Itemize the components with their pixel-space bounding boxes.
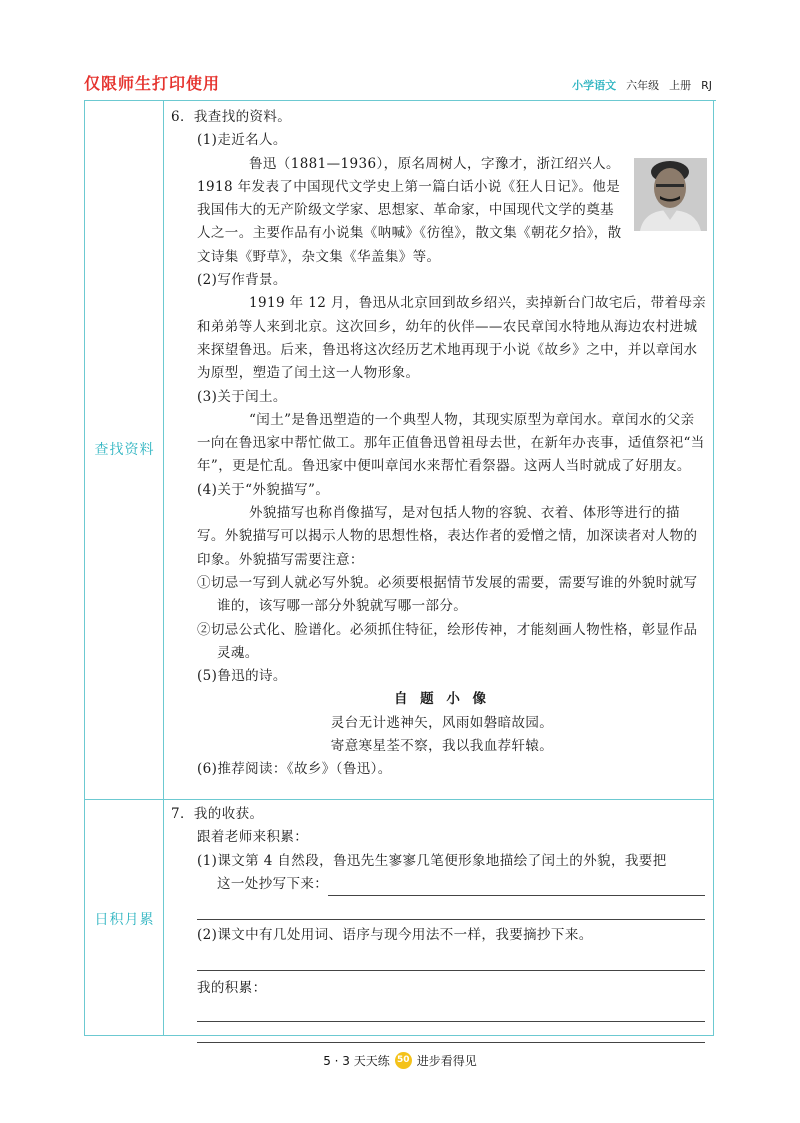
section-divider — [85, 799, 713, 800]
subsection-3-text: “闰土”是鲁迅塑造的一个典型人物，其现实原型为章闰水。章闰水的父亲一向在鲁迅家中帮忙做工。那年正值鲁迅曾祖母去世，在新年办丧事，适值祭祀“当年”，更是忙乱。鲁迅家中便叫章闰水来帮忙看祭器。这两人当时就成了好朋友。 — [197, 411, 705, 475]
section-label-research: 查找资料 — [94, 442, 155, 458]
page-number-badge: 50 — [395, 1052, 412, 1069]
subsection-6-text: (6)推荐阅读：《故乡》（鲁迅）。 — [197, 761, 392, 778]
subsection-4-title: (4)关于“外貌描写”。 — [197, 481, 330, 498]
book-info — [572, 77, 712, 93]
question-7-part-1: (1)课文第 4 自然段，鲁迅先生寥寥几笔便形象地描绘了闰土的外貌，我要把 — [197, 852, 667, 869]
print-watermark: 仅限师生打印使用 — [84, 74, 221, 93]
subsection-4-point-2: ②切忌公式化、脸谱化。必须抓住特征，绘形传神，才能刻画人物性格，彰显作品灵魂。 — [197, 621, 698, 661]
question-6-title: 6．我查找的资料。 — [171, 109, 292, 125]
answer-line-4[interactable] — [197, 1001, 705, 1022]
answer-line-2[interactable] — [197, 896, 705, 920]
subsection-1-intro: 鲁迅（1881—1936），原名周树人，字豫才，浙江绍兴人。 — [249, 155, 620, 172]
poem-title: 自 题 小 像 — [393, 691, 491, 708]
subsection-2-text: 1919 年 12 月，鲁迅从北京回到故乡绍兴，卖掉新台门故宅后，带着母亲和弟弟等人来到北京。这次回乡，幼年的伙伴——农民章闰水特地从海边农村进城来探望鲁迅。后来，鲁迅将这次经历艺术地再现于小说《故乡》之中，并以章闰水为原型，塑造了闰土这一人物形象。 — [197, 295, 707, 382]
footer-brand: 5 · 3 天天练 — [323, 1054, 390, 1068]
question-7-part-2: (2)课文中有几处用词、语序与现今用法不一样，我要摘抄下来。 — [197, 927, 593, 944]
section-label-column — [85, 101, 164, 1035]
subsection-1-title: (1)走近名人。 — [197, 132, 287, 149]
footer-slogan: 进步看得见 — [416, 1054, 477, 1068]
subsection-5-title: (5)鲁迅的诗。 — [197, 668, 287, 685]
poem-line-2: 寄意寒星荃不察，我以我血荐轩辕。 — [330, 738, 554, 755]
question-7-part-1-fill — [171, 873, 713, 896]
worksheet-frame — [84, 101, 714, 1036]
edition-label: RJ — [701, 78, 712, 92]
subsection-2-title: (2)写作背景。 — [197, 272, 287, 289]
subsection-4-point-1: ①切忌一写到人就必写外貌。必须要根据情节发展的需要，需要写谁的外貌时就写谁的，该写哪一部分外貌就写哪一部分。 — [197, 574, 698, 615]
poem-line-1: 灵台无计逃神矢，风雨如磐暗故园。 — [330, 714, 554, 731]
research-content — [171, 101, 713, 782]
answer-line-3[interactable] — [197, 947, 705, 971]
lu-xun-portrait-image — [634, 158, 707, 231]
answer-line-5[interactable] — [197, 1022, 705, 1043]
subject-label: 小学语文 — [572, 79, 617, 92]
my-accumulation-label: 我的积累： — [197, 980, 267, 997]
subsection-1-text: 1918 年发表了中国现代文学史上第一篇白话小说《狂人日记》。他是我国伟大的无产阶级文学家、思想家、革命家，中国现代文学的奠基人之一。主要作品有小说集《呐喊》《彷徨》，散文集《朝花夕拾》，散文诗集《野草》，杂文集《华盖集》等。 — [197, 178, 622, 265]
volume-label: 上册 — [669, 79, 692, 92]
subsection-4-text: 外貌描写也称肖像描写，是对包括人物的容貌、衣着、体形等进行的描写。外貌描写可以揭示人物的思想性格，表达作者的爱憎之情，加深读者对人物的印象。外貌描写需要注意： — [197, 505, 698, 568]
question-7-part-1-cont: 这一处抄写下来： — [217, 875, 329, 892]
accumulate-content — [171, 803, 713, 1043]
grade-label: 六年级 — [626, 79, 660, 92]
answer-line-1[interactable] — [328, 877, 705, 896]
question-7-title: 7．我的收获。 — [171, 806, 264, 822]
section-label-accumulate: 日积月累 — [94, 912, 155, 928]
question-7-intro: 跟着老师来积累： — [197, 829, 309, 846]
subsection-3-title: (3)关于闰土。 — [197, 388, 287, 405]
page-footer — [0, 1052, 800, 1069]
